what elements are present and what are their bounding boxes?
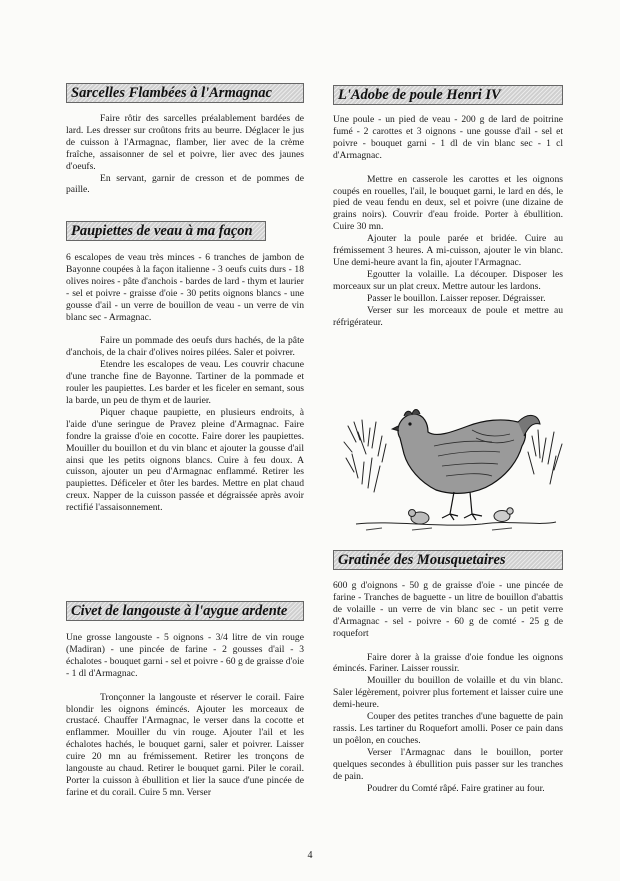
paragraph: Piquer chaque paupiette, en plusieurs endroits, à l'aide d'une seringue de Pravez pleine d'Armagnac. Faire fondre la graisse d'oie en cocotte. Faire dorer les paupiettes. Mouiller du bouillon et du vin blanc et ajouter la gousse d'ail ainsi que les petits oignons blancs. Cuire à feu doux. A cuisson, ajouter un peu d'Armagnac enflammé. Retirer les paupiettes. Déficeler et ôter les bardes. Mettre en plat chaud creux. Napper de la cuisson passée et dégraissée après avoir rectifié l'assaisonnement. bbox=[66, 406, 304, 514]
recipe-body-civet bbox=[66, 632, 304, 799]
recipe-title-sarcelles: Sarcelles Flambées à l'Armagnac bbox=[66, 83, 304, 103]
ingredients: 6 escalopes de veau très minces - 6 tranches de jambon de Bayonne coupées à la façon italienne - 3 oeufs cuits durs - 18 olives noires - pâte d'anchois - bardes de lard - thym et laurier - sel et poivre - graisse d'oie - 30 petits oignons blancs - une gousse d'ail - un verre de bouillon de veau - un verre de vin blanc sec - Armagnac. bbox=[66, 252, 304, 323]
ingredients: Une poule - un pied de veau - 200 g de lard de poitrine fumé - 2 carottes et 3 oignons - une gousse d'ail - sel et poivre - bouquet garni - 1 dl de vin blanc sec - 1 cl d'Armagnac. bbox=[333, 114, 563, 161]
ingredients: Une grosse langouste - 5 oignons - 3/4 litre de vin rouge (Madiran) - une pincée de farine - 2 gousses d'ail - 3 échalotes - bouquet garni - sel et poivre - 60 g de graisse d'oie - 1 dl d'Armagnac. bbox=[66, 632, 304, 679]
ingredients: 600 g d'oignons - 50 g de graisse d'oie - une pincée de farine - Tranches de baguette - un litre de bouillon d'abattis de volaille - un verre de vin blanc sec - un petit verre d'Armagnac - sel - poivre - 60 g de comté - 25 g de roquefort bbox=[333, 580, 563, 639]
recipe-title-civet: Civet de langouste à l'aygue ardente bbox=[66, 601, 304, 621]
recipe-title-gratinee: Gratinée des Mousquetaires bbox=[333, 550, 563, 570]
recipe-body-gratinee bbox=[333, 580, 563, 794]
paragraph: Mouiller du bouillon de volaille et du vin blanc. Saler légèrement, poivrer plus fortement et laisser cuire une demi-heure. bbox=[333, 675, 563, 711]
paragraph: Mettre en casserole les carottes et les oignons coupés en rouelles, l'ail, le bouquet garni, le lard en dés, le pied de veau fendu en deux, sel et poivre (une dizaine de grains noirs). Couvrir d'eau froide. Porter à ébullition. Cuire 30 mn. bbox=[333, 173, 563, 233]
recipe-title-adobe: L'Adobe de poule Henri IV bbox=[333, 85, 563, 105]
recipe-title-paupiettes: Paupiettes de veau à ma façon bbox=[66, 221, 266, 241]
paragraph: Verser l'Armagnac dans le bouillon, porter quelques secondes à ébullition puis passer sur les tranches de pain. bbox=[333, 746, 563, 782]
paragraph: Tronçonner la langouste et réserver le corail. Faire blondir les oignons émincés. Ajouter les morceaux de crustacé. Chauffer l'Armagnac, le verser dans la cocotte et enflammer. Mouiller du vin rouge. Ajouter l'ail et les échalotes hachés, le bouquet garni, saler et poivrer. Laisser cuire 20 mn au frémissement. Retirer les tronçons de langouste au chaud. Retirer le bouquet garni. Piler le corail. Porter la cuisson à ébullition et lier la sauce d'une pincée de farine et du corail. Cuire 5 mn. Verser bbox=[66, 691, 304, 798]
paragraph: Verser sur les morceaux de poule et mettre au réfrigérateur. bbox=[333, 304, 563, 328]
hen-illustration bbox=[342, 392, 566, 534]
paragraph: En servant, garnir de cresson et de pommes de paille. bbox=[66, 172, 304, 196]
paragraph: Faire dorer à la graisse d'oie fondue les oignons émincés. Fariner. Laisser roussir. bbox=[333, 651, 563, 675]
paragraph: Couper des petites tranches d'une baguette de pain rassis. Les tartiner du Roquefort amolli. Poser ce pain dans un poêlon, en couches. bbox=[333, 711, 563, 746]
recipe-body-paupiettes bbox=[66, 252, 304, 514]
recipe-body-sarcelles bbox=[66, 113, 304, 196]
paragraph: Egoutter la volaille. La découper. Disposer les morceaux sur un plat creux. Mettre autour les lardons. bbox=[333, 268, 563, 292]
paragraph: Etendre les escalopes de veau. Les couvrir chacune d'une tranche fine de Bayonne. Tartiner de la pommade et rouler les paupiettes. Les barder et les ficeler en semant, sous la barde, un peu de thym et de laurier. bbox=[66, 359, 304, 406]
paragraph: Passer le bouillon. Laisser reposer. Dégraisser. bbox=[367, 292, 546, 304]
paragraph: Poudrer du Comté râpé. Faire gratiner au four. bbox=[367, 782, 545, 794]
paragraph: Faire rôtir des sarcelles préalablement bardées de lard. Les dresser sur croûtons frits au beurre. Déglacer le jus de cuisson à l'Armagnac, flamber, lier avec de la crème fraîche, assaisonner de sel et poivre, lier avec des jaunes d'oeufs. bbox=[66, 113, 304, 172]
recipe-body-adobe bbox=[333, 114, 563, 328]
page-number: 4 bbox=[307, 850, 313, 861]
paragraph: Ajouter la poule parée et bridée. Cuire au frémissement 3 heures. A mi-cuisson, ajouter le vin blanc. Une demi-heure avant la fin, ajouter l'Armagnac. bbox=[333, 233, 563, 268]
paragraph: Faire un pommade des oeufs durs hachés, de la pâte d'anchois, de la chair d'olives noires pilées. Saler et poivrer. bbox=[66, 335, 304, 359]
hen-body bbox=[398, 414, 526, 493]
